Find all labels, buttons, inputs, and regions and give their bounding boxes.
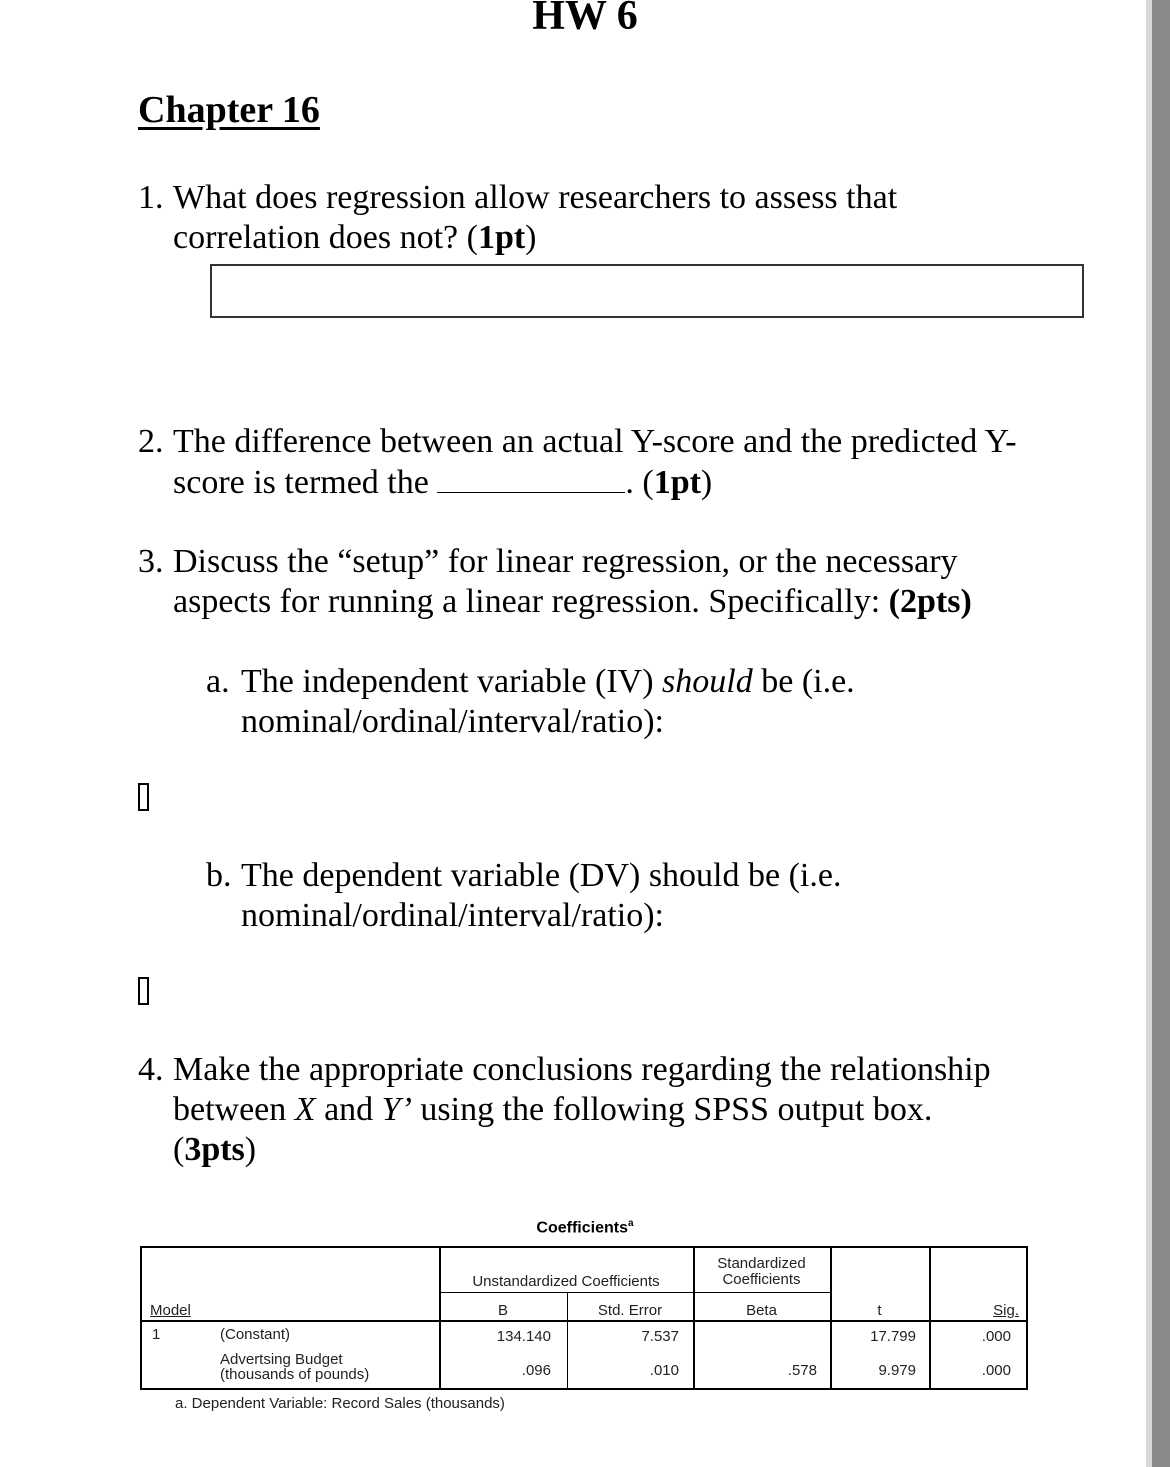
spss-coefficients-table	[140, 1246, 1028, 1390]
subquestion-letter: b.	[206, 857, 232, 894]
row-label: (Constant)	[220, 1326, 291, 1343]
paren: )	[700, 464, 713, 501]
emphasis: should	[662, 663, 753, 700]
row-label	[220, 1352, 369, 1382]
variable-x: X	[294, 1091, 316, 1128]
question-text	[173, 542, 972, 622]
header-beta: Beta	[746, 1302, 777, 1319]
question-number: 2.	[138, 423, 164, 460]
header-text: Standardized	[717, 1255, 806, 1272]
question-text-line: What does regression allow researchers to assess that	[173, 179, 898, 216]
question-number: 3.	[138, 543, 164, 580]
cell-b: 134.140	[496, 1328, 551, 1345]
fill-in-blank[interactable]	[437, 462, 625, 493]
question-text	[241, 856, 841, 936]
header-unstandardized: Unstandardized Coefficients	[472, 1273, 660, 1290]
missing-glyph-icon	[138, 783, 149, 811]
cell-sig: .000	[981, 1362, 1011, 1379]
header-b: B	[497, 1302, 508, 1319]
question-text-line: between	[173, 1091, 295, 1128]
question-number: 4.	[138, 1051, 164, 1088]
points-label: 1pt	[653, 464, 701, 501]
cell-se: .010	[649, 1362, 679, 1379]
cell-beta: .578	[787, 1362, 817, 1379]
points-label: 3pts	[184, 1131, 245, 1168]
model-number: 1	[152, 1326, 161, 1343]
question-text-line: The independent variable (IV)	[241, 663, 663, 700]
paren: )	[244, 1131, 257, 1168]
paren: (	[173, 1131, 185, 1168]
question-text	[173, 422, 1017, 503]
variable-y: Y’	[381, 1091, 412, 1128]
subquestion-letter: a.	[206, 663, 230, 700]
points-label: 1pt	[477, 219, 526, 256]
spss-footnote: a. Dependent Variable: Record Sales (thousands)	[175, 1395, 505, 1412]
question-text	[173, 178, 897, 258]
spss-title-footnote-mark: a	[628, 1218, 634, 1229]
chapter-heading: Chapter 16	[138, 89, 320, 131]
question-text-line: aspects for running a linear regression. Specifically:	[173, 583, 889, 620]
question-number: 1.	[138, 179, 164, 216]
question-text-line: Discuss the “setup” for linear regression, or the necessary	[173, 543, 958, 580]
points-label: (2pts)	[888, 583, 972, 620]
cell-b: .096	[521, 1362, 551, 1379]
question-text-line: correlation does not? (	[173, 219, 478, 256]
header-sig: Sig.	[993, 1302, 1019, 1319]
row-label-line: Advertsing Budget	[220, 1351, 343, 1368]
cell-sig: .000	[981, 1328, 1011, 1345]
missing-glyph-icon	[138, 977, 149, 1005]
row-divider	[439, 1292, 830, 1293]
spss-table-title	[0, 1218, 1170, 1237]
question-text	[173, 1050, 991, 1170]
spss-title-text: Coefficients	[536, 1219, 628, 1237]
row-label-line: (thousands of pounds)	[220, 1366, 370, 1383]
answer-input-q1[interactable]	[210, 264, 1084, 318]
cell-t: 9.979	[878, 1362, 916, 1379]
question-text-line: The dependent variable (DV) should be (i.e.	[241, 857, 842, 894]
punct: . (	[625, 464, 654, 501]
header-standardized	[693, 1256, 830, 1288]
cell-t: 17.799	[870, 1328, 916, 1345]
header-std-error: Std. Error	[597, 1302, 663, 1319]
question-text-line: The difference between an actual Y-score and the predicted Y-	[173, 423, 1017, 460]
question-text-line: nominal/ordinal/interval/ratio):	[241, 703, 664, 740]
cell-se: 7.537	[641, 1328, 679, 1345]
question-text-line: score is termed the	[173, 464, 429, 501]
header-model: Model	[150, 1302, 191, 1319]
paren: )	[525, 219, 537, 256]
question-text-line: Make the appropriate conclusions regarding the relationship	[173, 1051, 991, 1088]
question-text	[241, 662, 855, 742]
page-title: HW 6	[532, 0, 638, 39]
question-text-line: be (i.e.	[752, 663, 855, 700]
scrollbar-track[interactable]	[1152, 0, 1170, 1467]
header-text: Coefficients	[722, 1271, 801, 1288]
row-divider	[140, 1320, 1028, 1322]
question-text-line: using the following SPSS output box.	[411, 1091, 933, 1128]
question-text-line: and	[315, 1091, 382, 1128]
header-t: t	[877, 1302, 882, 1319]
question-text-line: nominal/ordinal/interval/ratio):	[241, 897, 664, 934]
